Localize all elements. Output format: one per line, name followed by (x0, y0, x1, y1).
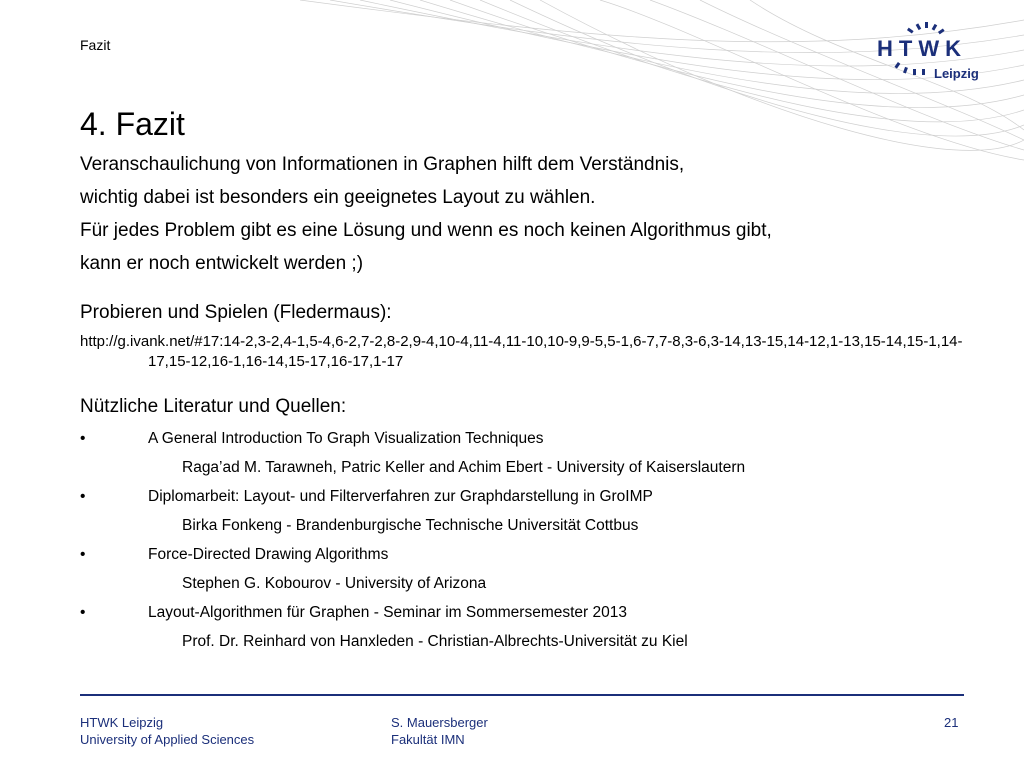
reference-title-text: Diplomarbeit: Layout- und Filterverfahren zur Graphdarstellung in GroIMP (148, 488, 653, 505)
conclusion-line-1: Veranschaulichung von Informationen in Graphen hilft dem Verständnis, (80, 154, 685, 175)
reference-authors: Raga’ad M. Tarawneh, Patric Keller and Achim Ebert - University of Kaiserslautern (182, 459, 746, 476)
reference-title-text: Layout-Algorithmen für Graphen - Seminar im Sommersemester 2013 (148, 604, 627, 621)
page-number: 21 (944, 715, 959, 730)
bullet: • (80, 488, 86, 505)
reference-authors: Birka Fonkeng - Brandenburgische Technische Universität Cottbus (182, 517, 639, 534)
reference-title-text: Force-Directed Drawing Algorithms (148, 546, 389, 563)
footer-author-name: S. Mauersberger (391, 715, 488, 730)
conclusion-line-2: wichtig dabei ist besonders ein geeignetes Layout zu wählen. (80, 187, 596, 208)
try-heading: Probieren und Spielen (Fledermaus): (80, 302, 392, 323)
demo-link[interactable]: http://g.ivank.net/#17:14-2,3-2,4-1,5-4,6-2,7-2,8-2,9-4,10-4,11-4,11-10,10-9,9-5,5-1,6-7,7-8,3-6,3-14,13-15,14-12,1-13,15-14,15-1,14-17,15-12,16-1,16-14,15-17,16-17,1-17 (80, 333, 963, 370)
slide-content (80, 104, 970, 656)
bullet: • (80, 430, 86, 447)
slide-title: 4. Fazit (80, 106, 185, 142)
reference-authors: Stephen G. Kobourov - University of Arizona (182, 575, 487, 592)
bullet: • (80, 604, 86, 621)
htwk-logo (872, 22, 982, 82)
reference-authors: Prof. Dr. Reinhard von Hanxleden - Christian-Albrechts-Universität zu Kiel (182, 633, 688, 650)
footer-institution-name: HTWK Leipzig (80, 715, 164, 730)
footer-institution-subtitle: University of Applied Sciences (80, 732, 255, 747)
reference-title (80, 598, 970, 627)
footer-author (391, 714, 488, 748)
footer-divider (80, 694, 964, 696)
reference-title-text: A General Introduction To Graph Visualization Techniques (148, 430, 544, 447)
literature-heading: Nützliche Literatur und Quellen: (80, 396, 347, 417)
bullet: • (80, 546, 86, 563)
reference-title (80, 424, 970, 453)
logo-text: HTWK (877, 36, 967, 61)
reference-list (80, 424, 970, 656)
reference-title (80, 482, 970, 511)
logo-subtitle: Leipzig (934, 66, 979, 81)
footer-faculty: Fakultät IMN (391, 732, 465, 747)
reference-title (80, 540, 970, 569)
footer-institution (80, 714, 254, 748)
section-label: Fazit (80, 37, 111, 53)
conclusion-line-4: kann er noch entwickelt werden ;) (80, 253, 364, 274)
conclusion-line-3: Für jedes Problem gibt es eine Lösung und wenn es noch keinen Algorithmus gibt, (80, 220, 772, 241)
